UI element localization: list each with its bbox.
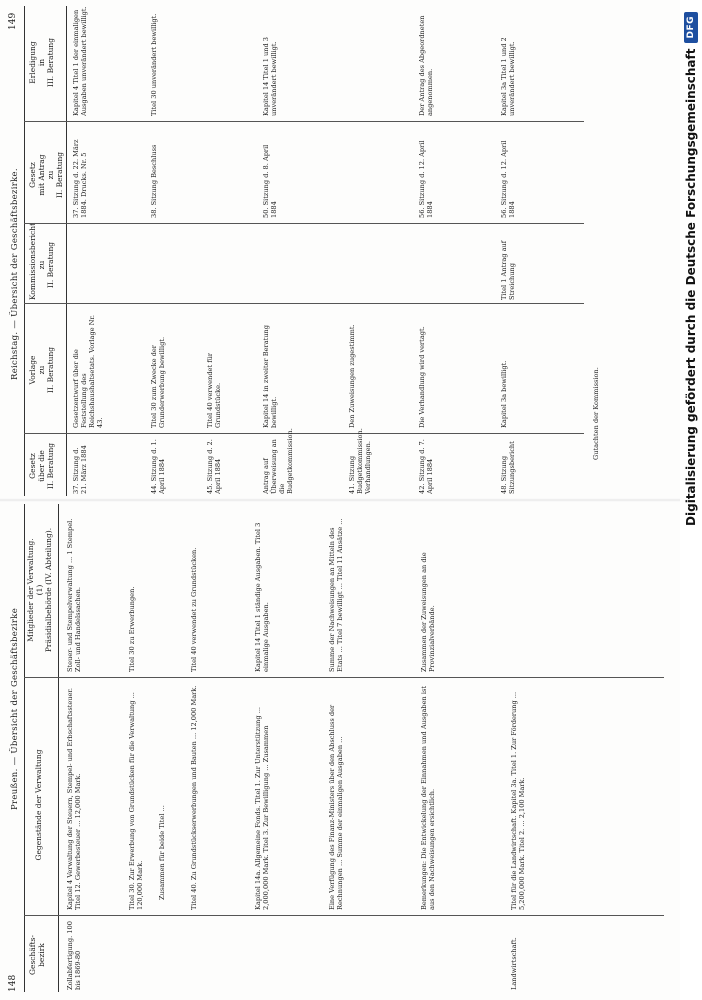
table-cell: Gesetzentwurf über die Feststellung des Reichshaushaltsetats. Vorlage Nr. 43.	[72, 315, 104, 428]
column-divider	[24, 121, 584, 122]
dfg-logo-icon: DFG	[684, 12, 698, 43]
table-cell: Landwirtschaft.	[510, 937, 518, 990]
column-divider	[24, 303, 584, 304]
column-divider	[24, 223, 584, 224]
table-cell: Antrag auf Überweisung an die Budgetkommission.	[262, 428, 294, 494]
column-divider	[24, 433, 584, 434]
column-header: Kommissionsbericht zu II. Beratung	[28, 222, 55, 300]
table-cell: 50. Sitzung d. 8. April 1884	[262, 144, 278, 218]
page-number: 148	[8, 974, 18, 992]
column-header: Gegenstände der Verwaltung	[34, 749, 43, 861]
table-cell: Zusammen der Zuweisungen an die Provinzialverbände.	[420, 552, 436, 672]
table-cell: Titel 30 unverändert bewilligt.	[150, 13, 158, 116]
table-cell: Titel 40. Zu Grundstückserwerbungen und Bauten ... 12,000 Mark.	[190, 685, 198, 910]
digitization-banner	[680, 0, 702, 1000]
header-rule	[66, 6, 67, 496]
table-cell: 38. Sitzung Beschluss	[150, 144, 158, 218]
table-cell: 37. Sitzung d. 21. März 1884	[72, 445, 88, 494]
table-cell: Die Verhandlung wird vertagt.	[418, 326, 426, 428]
table-cell: Kapitel 14 Titel 1 und 3 unverändert bewilligt.	[262, 37, 278, 116]
table-cell: Bemerkungen: Die Entwickelung der Einnahmen und Ausgaben ist aus den Nachweisungen ersichtlich.	[420, 685, 436, 910]
table-cell: Titel 1 Antrag auf Streichung	[500, 240, 516, 300]
table-cell: Der Antrag des Abgeordneten angenommen.	[418, 15, 434, 116]
right-page	[0, 0, 680, 500]
table-cell: Kapitel 3a Titel 1 und 2 unverändert bewilligt.	[500, 37, 516, 116]
left-page	[0, 500, 680, 1000]
table-cell: Titel 30. Zur Erwerbung von Grundstücken für die Verwaltung ... 120,000 Mark.	[128, 692, 144, 910]
column-header: Geschäfts- bezirk	[28, 935, 46, 975]
page-number: 149	[8, 12, 18, 30]
table-cell: Eine Verfügung des Finanz-Ministers über den Abschluss der Rechnungen ... Summe der einmaligen Ausgaben ...	[328, 704, 344, 910]
table-cell: 56. Sitzung d. 12. April 1884	[500, 140, 516, 218]
table-cell: Titel 40 verwendet für Grundstücke.	[206, 352, 222, 428]
banner-label: Digitalisierung gefördert durch die Deutsche Forschungsgemeinschaft	[684, 48, 698, 526]
column-header: Erledigung in III. Beratung	[28, 37, 55, 88]
table-cell: Kapitel 4 Verwaltung der Steuern, Stempel- und Erbschaftssteuer. Titel 12. Gewerbesteuer ... 12,000 Mark.	[66, 688, 82, 910]
page-title: Reichstag. — Übersicht der Geschäftsbezirke.	[10, 168, 20, 380]
table-cell: Kapitel 14 Titel 1 ständige Ausgaben. Titel 3 einmalige Ausgaben.	[254, 522, 270, 672]
column-divider	[24, 677, 664, 678]
table-cell: Titel 40 verwendet zu Grundstücken.	[190, 547, 198, 672]
page-title: Preußen. — Übersicht der Geschäftsbezirke	[10, 607, 20, 810]
top-rule	[24, 504, 25, 992]
column-header: Gesetz über die II. Beratung	[28, 442, 55, 490]
top-rule	[24, 6, 25, 496]
footnote: Gutachten der Kommission.	[592, 367, 600, 460]
table-cell: Summe der Nachweisungen an Mitteln des Etats ... Titel 7 bewilligt ... Titel 11 Ansätze ...	[328, 518, 344, 672]
table-cell: Titel 30 zu Erwerbungen.	[128, 586, 136, 672]
table-cell: Steuer- und Stempelverwaltung ... 1 Stempel. Zoll- und Handelssachen.	[66, 518, 82, 672]
table-cell: 56. Sitzung d. 12. April 1884	[418, 140, 434, 218]
table-cell: 41. Sitzung Budgetkommission. Verhandlungen.	[348, 428, 372, 494]
table-cell: 48. Sitzung Sitzungsbericht	[500, 441, 516, 494]
table-cell: Kapitel 3a bewilligt.	[500, 360, 508, 428]
table-cell: Zusammen für beide Titel ...	[158, 805, 166, 900]
table-cell: Zollabfertigung. 100 bis 1869-80	[66, 921, 82, 990]
table-cell: Kapitel 14a. Allgemeine Fonds. Titel 1. Zur Unterstützung ... 2,000,000 Mark. Titel 3. Zur Bewilligung ... Zusammen	[254, 706, 270, 910]
table-cell: Kapitel 14 in zweiter Beratung bewilligt.	[262, 324, 278, 428]
table-cell: Titel für die Landwirtschaft. Kapitel 3a. Titel 1. Zur Förderung ... 5,200,000 Mark. Titel 2. ... 2,100 Mark.	[510, 691, 526, 910]
table-cell: 42. Sitzung d. 7. April 1884	[418, 439, 434, 494]
table-cell: Titel 30 zum Zwecke der Grunderwerbung bewilligt.	[150, 336, 166, 428]
column-header: Vorlage zu II. Beratung	[28, 346, 55, 394]
table-cell: Den Zuweisungen zugestimmt.	[348, 324, 356, 428]
column-header: Gesetz mit Antrag zu II. Beratung	[28, 151, 64, 199]
table-cell: 45. Sitzung d. 2. April 1884	[206, 439, 222, 494]
table-cell: 37. Sitzung d. 22. März 1884. Drucks. Nr. 5	[72, 139, 88, 218]
banner-text-row	[680, 0, 702, 1000]
header-rule	[58, 504, 59, 992]
column-divider	[24, 915, 664, 916]
table-cell: 44. Sitzung d. 1. April 1884	[150, 439, 166, 494]
table-cell: Kapitel 4 Titel 1 der einmaligen Ausgaben unverändert bewilligt.	[72, 6, 88, 116]
column-header: Mitglieder der Verwaltung. (1) Präsidialbehörde (IV. Abteilung).	[26, 527, 53, 653]
